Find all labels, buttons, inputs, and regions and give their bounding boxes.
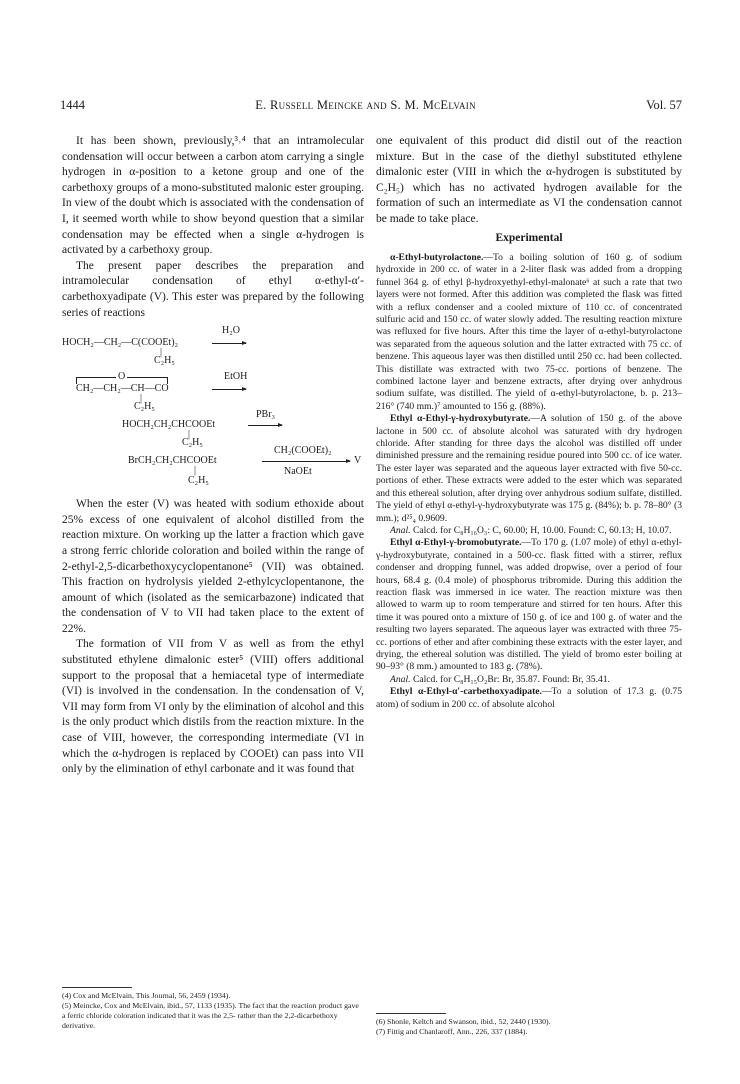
reagent-label: H₂O	[222, 325, 240, 337]
reagent-label: EtOH	[224, 371, 248, 383]
footnote: (4) Cox and McElvain, This Journal, 56, 2459 (1934).	[62, 991, 231, 1000]
running-header	[60, 98, 682, 114]
ring-atom: O	[118, 371, 126, 383]
reaction-scheme: H₂O HOCH₂—CH₂—C(COOEt)₂ | C₂H₅ O EtOH CH₂—CH₂—CH—CO | C₂H₅ PBr₃ HOCH₂CH₂CHCOOEt | C₂H₅ CH₂(COOEt)₂ BrCH₂CH₂CHCOOEt V | NaOEt C₂H₅	[62, 325, 362, 487]
formula-sub: C₂H₅	[188, 475, 209, 487]
footnote: (5) Meincke, Cox and McElvain, ibid., 57, 1133 (1935). The fact that the reaction product gave a ferric chloride coloration indicated that it was the 2,5- rather than the 2,2-dicarbethoxy derivative.	[62, 1001, 359, 1030]
subheading: Ethyl α-Ethyl-γ-bromobutyrate.	[390, 537, 522, 549]
analysis: Anal. Calcd. for C₈H₁₅O₂Br: Br, 35.87. Found: Br, 35.41.	[390, 673, 610, 685]
left-column	[62, 134, 364, 778]
reagent-label: NaOEt	[284, 466, 312, 478]
reaction-arrow	[212, 343, 246, 344]
paragraph: It has been shown, previously,³˒⁴ that an intramolecular condensation will occur between a carbon atom carrying a single hydrogen in α-position to a ketone group and one of the carbethoxy groups of a mono-substituted malonic ester grouping. In view of the doubt which is associated with the condensation of I, it seemed worth while to show beyond question that a similar condensation may be effected when a single α-hydrogen is activated by a carbethoxy group.	[62, 135, 364, 257]
analysis: Anal. Calcd. for C₈H₁₆O₃: C, 60.00; H, 10.00. Found: C, 60.13; H, 10.07.	[390, 524, 672, 536]
subheading: α-Ethyl-butyrolactone.	[390, 251, 484, 263]
section-heading: Experimental	[495, 231, 563, 244]
formula: HOCH₂CH₂CHCOOEt	[122, 419, 216, 431]
paragraph: α-Ethyl-butyrolactone.—To a boiling solution of 160 g. of sodium hydroxide in 200 cc. of water in a 2-liter flask was added from a dropping funnel 364 g. of ethyl β-hydroxyethyl-ethyl-malonate⁶ at such a rate that two layers were not formed. After this addition was completed the flask was fitted with a reflux condenser and a cooled mixture of 110 cc. of concentrated sulfuric acid and 150 cc. of water slowly added. The resulting reaction mixture was refluxed for five hours. After this time the layer of α-ethyl-butyrolactone was separated from the aqueous solution and the latter extracted with 75 cc. of benzene. This aqueous layer was then distilled until 250 cc. had been collected. This distillate was extracted with two 75-cc. portions of benzene. The combined lactone layer and benzene extracts, after drying over anhydrous sodium sulfate, was distilled. The yield of α-ethyl-butyrolactone, b. p. 213–216° (740 mm.)⁷ amounted to 156 g. (88%).	[376, 251, 682, 412]
footnote: (7) Fittig and Chanlaroff, Ann., 226, 337 (1884).	[376, 1027, 528, 1036]
footnotes-left	[62, 983, 364, 1031]
formula-sub: C₂H₅	[154, 355, 175, 367]
subheading: Ethyl α-Ethyl-γ-hydroxybutyrate.	[390, 413, 531, 425]
paragraph: Ethyl α-Ethyl-γ-bromobutyrate.—To 170 g. (1.07 mole) of ethyl α-ethyl-γ-hydroxybutyrate, contained in a 500-cc. flask fitted with a stirrer, reflux condenser and dropping funnel, was added dropwise, over a period of four hours, 68.4 g. (0.4 mole) of phosphorus tribromide. During this addition the reaction flask was immersed in ice water. The reaction mixture was then allowed to warm up to room temperature and stirred for ten hours. After this time it was poured onto a mixture of 150 g. of ice and 100 g. of water and the resulting two layers separated. The aqueous layer was extracted with three 75-cc. portions of ether and after combining these extracts with the ester layer, and drying, the ethereal solution was distilled. The yield of bromo ester boiling at 90–93° (8 mm.) amounted to 183 g. (78%).	[376, 537, 683, 673]
footnotes-right	[376, 1009, 682, 1037]
footnote: (6) Shonle, Keltch and Swanson, ibid., 52, 2440 (1930).	[376, 1017, 551, 1026]
footnote-rule	[376, 1013, 446, 1014]
paragraph: The formation of VII from V as well as from the ethyl substituted ethylene dimalonic ester⁵ (VIII) offers additional support to the proposal that a hemiacetal type of intermediate (VI) is involved in the condensation. In the condensation of V, VII may form from VI only by the elimination of alcohol and this is the only product which distils from the reaction mixture. In the case of VIII, however, the corresponding intermediate (VI in which the α-hydrogen is replaced by COOEt) can pass into VII only by the elimination of ethyl carbonate and it was found that	[62, 638, 364, 776]
paragraph: The present paper describes the preparation and intramolecular condensation of ethyl α-ethyl-α′-carbethoxyadipate (V). This ester was prepared by the following series of reactions	[62, 259, 364, 319]
reagent-label: CH₂(COOEt)₂	[274, 445, 332, 457]
formula: CH₂—CH₂—CH—CO	[76, 383, 169, 395]
footnote-rule	[62, 987, 132, 988]
right-column	[376, 134, 682, 711]
reaction-arrow	[248, 425, 282, 426]
reaction-arrow	[212, 389, 246, 390]
paragraph: When the ester (V) was heated with sodium ethoxide about 25% excess of one equivalent of alcohol distilled from the reaction mixture. On working up the latter a fraction which gave a strong ferric chloride coloration and boiled within the range of 2-ethyl-2,5-dicarbethoxycyclopentanone⁵ (VII) was obtained. This fraction on hydrolysis yielded 2-ethylcyclopentanone, the amount of which (isolated as the semicarbazone) indicated that the condensation of V to VII had taken place to the extent of 22%.	[62, 498, 364, 635]
page-number: 1444	[60, 98, 85, 112]
running-title: E. Russell Meincke and S. M. McElvain	[255, 98, 476, 112]
subheading: Ethyl α-Ethyl-α′-carbethoxyadipate.	[390, 686, 542, 698]
formula-sub: C₂H₅	[134, 401, 155, 413]
reaction-arrow	[262, 461, 350, 462]
reagent-label: PBr₃	[256, 409, 276, 421]
volume-label: Vol. 57	[646, 98, 682, 112]
formula: BrCH₂CH₂CHCOOEt	[128, 455, 217, 467]
paragraph: one equivalent of this product did distil out of the reaction mixture. But in the case of the diethyl substituted ethylene dimalonic ester (VIII in which the α-hydrogen is substituted by C₂H₅) which has no activated hydrogen available for the formation of such an intermediate as VI the condensation cannot be made to take place.	[376, 135, 682, 225]
paragraph: Ethyl α-Ethyl-γ-hydroxybutyrate.—A solution of 150 g. of the above lactone in 500 cc. of absolute alcohol was saturated with dry hydrogen chloride. After standing for three days the alcohol was distilled off under diminished pressure and the remaining residue poured into 500 cc. of ice water. The ester layer was separated and the aqueous layer extracted with five 50-cc. portions of ether. These extracts were added to the ester which was separated and this ethereal solution, after drying over anhydrous sodium sulfate, distilled. The yield of ethyl α-ethyl-γ-hydroxybutyrate was 175 g. (84%); b. p. 78–80° (3 mm.); d²⁵₄ 0.9609.	[376, 413, 682, 524]
formula-sub: C₂H₅	[182, 437, 203, 449]
product-label: V	[354, 455, 362, 467]
paragraph: Ethyl α-Ethyl-α′-carbethoxyadipate.—To a solution of 17.3 g. (0.75 atom) of sodium in 200 cc. of absolute alcohol	[376, 686, 682, 710]
formula: HOCH₂—CH₂—C(COOEt)₂	[62, 337, 179, 349]
